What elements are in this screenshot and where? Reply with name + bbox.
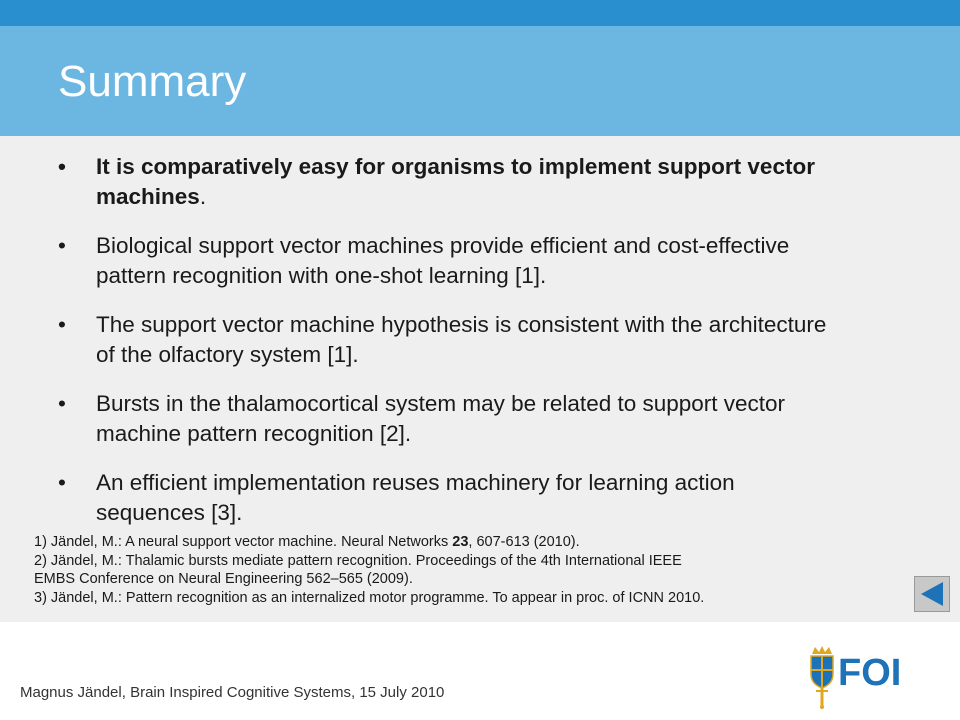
foi-logo — [806, 644, 906, 710]
reference-line — [34, 533, 914, 552]
reference-text: , 607-613 (2010). — [468, 534, 580, 550]
bullet-text: The support vector machine hypothesis is consistent with the architecture of the olfactory system [1]. — [96, 312, 827, 367]
footer-text: Magnus Jändel, Brain Inspired Cognitive Systems, 15 July 2010 — [20, 684, 445, 701]
bullet-text: It is comparatively easy for organisms to implement support vector machines — [96, 154, 815, 209]
reference-text: 2) Jändel, M.: Thalamic bursts mediate pattern recognition. Proceedings of the 4th International IEEE — [34, 552, 682, 569]
bullet-item — [56, 231, 836, 291]
header-top-strip — [0, 0, 960, 26]
reference-line — [34, 589, 914, 608]
references — [34, 533, 914, 607]
bullet-text: Bursts in the thalamocortical system may be related to support vector machine pattern recognition [2]. — [96, 391, 786, 446]
reference-line — [34, 552, 914, 571]
crown-emblem-icon — [806, 644, 838, 710]
logo-text: FOI — [838, 652, 902, 694]
reference-text: EMBS Conference on Neural Engineering 562–565 (2009). — [34, 571, 413, 587]
previous-slide-button[interactable] — [914, 576, 950, 612]
reference-volume: 23 — [452, 534, 469, 550]
bullet-list — [56, 152, 836, 547]
reference-text: 1) Jändel, M.: A neural support vector machine. Neural Networks — [34, 534, 453, 550]
slide-title: Summary — [58, 57, 247, 106]
bullet-item — [56, 152, 836, 212]
bullet-text: Biological support vector machines provide efficient and cost-effective pattern recognition with one-shot learning [1]. — [96, 233, 790, 288]
bullet-item — [56, 310, 836, 370]
triangle-left-icon — [915, 577, 949, 611]
reference-line — [34, 570, 914, 589]
bullet-text: An efficient implementation reuses machinery for learning action sequences [3]. — [96, 470, 735, 525]
bullet-item — [56, 468, 836, 528]
bullet-item — [56, 389, 836, 449]
bullet-suffix: . — [199, 184, 207, 209]
reference-text: 3) Jändel, M.: Pattern recognition as an internalized motor programme. To appear in proc. of ICNN 2010. — [34, 589, 705, 606]
